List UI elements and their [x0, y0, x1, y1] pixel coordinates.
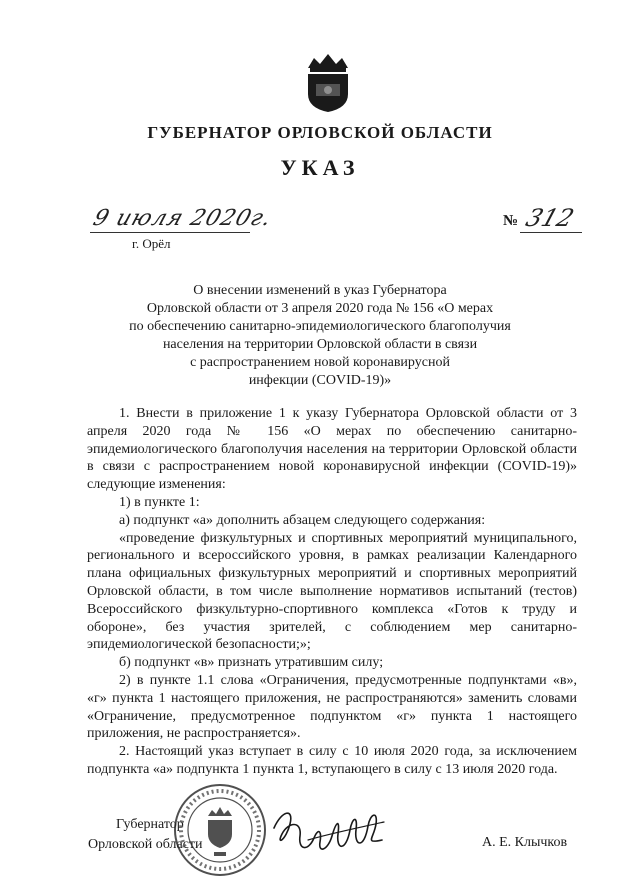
document-type: УКАЗ	[280, 155, 360, 180]
body-paragraph: «проведение физкультурных и спортивных мероприятий муниципального, регионального и всероссийского уровня, в рамках реализации Календарного плана официальных физкультурных мероприятий и спортивных мероприятий Орловской области, в том числе выполнение нормативов испытаний (тестов) Всероссийского физкультурно-спортивного комплекса «Готов к труду и обороне», без участия зрителей, с соблюдением мер санитарно-эпидемиологической безопасности;»;	[87, 530, 577, 653]
number-underline	[520, 232, 582, 233]
subject-line: населения на территории Орловской области в связи	[162, 337, 478, 352]
body-paragraph: 2) в пункте 1.1 слова «Ограничения, предусмотренные подпунктами «в», «г» пункта 1 настоящего приложения, не распространяются» заменить словами «Ограничение, предусмотренное подпунктом «г» пункта 1 настоящего приложения, не распространяется».	[87, 672, 577, 742]
body-paragraph: 2. Настоящий указ вступает в силу с 10 июля 2020 года, за исключением подпункта «а» подпункта 1 пункта 1, вступающего в силу с 13 июля 2020 года.	[87, 744, 577, 777]
signatory-name: А. Е. Клычков	[482, 835, 568, 850]
handwritten-date: 9 июля 2020г.	[89, 206, 276, 231]
signatory-title-line: Губернатор	[116, 817, 184, 832]
handwritten-signature-icon	[268, 800, 388, 866]
decree-subject	[100, 282, 540, 390]
body-paragraph: 1) в пункте 1:	[119, 494, 200, 510]
oryol-oblast-coat-of-arms-icon	[302, 50, 354, 114]
number-sign: №	[503, 213, 519, 229]
body-paragraph: б) подпункт «в» признать утратившим силу;	[119, 655, 384, 671]
subject-line: инфекции (COVID-19)»	[248, 373, 392, 388]
subject-line: по обеспечению санитарно-эпидемиологического благополучия	[129, 319, 511, 334]
subject-line: Орловской области от 3 апреля 2020 года № 156 «О мерах	[146, 301, 494, 316]
date-underline	[90, 232, 250, 233]
subject-line: О внесении изменений в указ Губернатора	[193, 283, 447, 298]
official-seal-icon	[172, 782, 268, 878]
body-paragraph: 1. Внести в приложение 1 к указу Губернатора Орловской области от 3 апреля 2020 года № 156 «О мерах по обеспечению санитарно-эпидемиологического благополучия населения на территории Орловской области в связи с распространением новой коронавирусной инфекции (COVID-19)» следующие изменения:	[87, 406, 577, 493]
signatory-title-line: Орловской области	[88, 837, 203, 852]
body-paragraph: а) подпункт «а» дополнить абзацем следующего содержания:	[119, 512, 486, 528]
subject-line: с распространением новой коронавирусной	[190, 355, 450, 370]
city-label: г. Орёл	[132, 236, 171, 251]
handwritten-number: 312	[522, 204, 578, 232]
issuing-authority: ГУБЕРНАТОР ОРЛОВСКОЙ ОБЛАСТИ	[147, 123, 493, 142]
decree-body	[87, 405, 577, 779]
